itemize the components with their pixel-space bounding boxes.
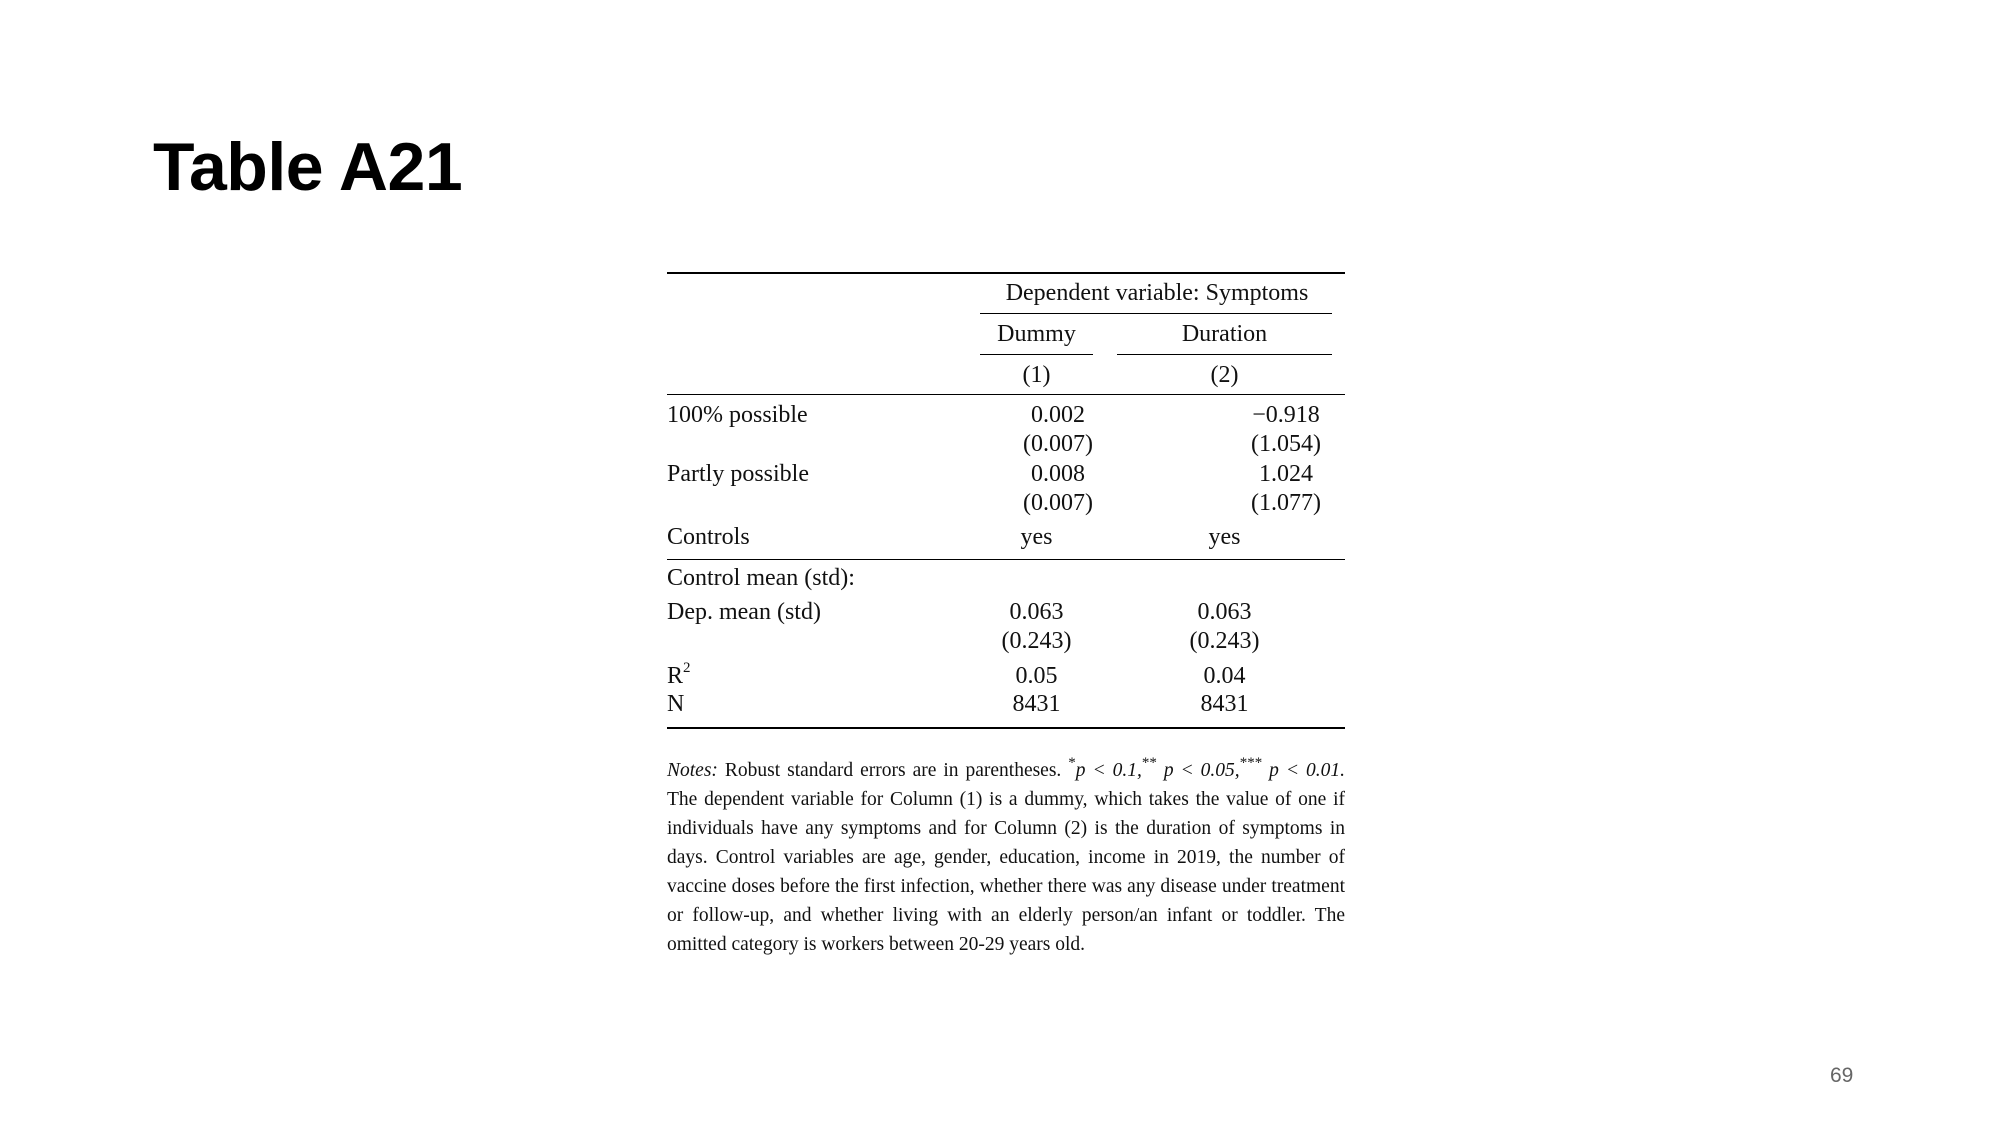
row-1-col-1-se: (0.007) [1023, 431, 1093, 457]
column-1-number: (1) [1022, 362, 1051, 388]
table-bottom-rule [667, 727, 1345, 729]
row-2-col-1-coef: 0.008 [1031, 461, 1085, 487]
row-2-col-1-se: (0.007) [1023, 490, 1093, 516]
row-1-col-1-coef: 0.002 [1031, 402, 1085, 428]
row-label-partly-possible: Partly possible [667, 461, 809, 487]
controls-label: Controls [667, 524, 750, 550]
controls-col-2: yes [1208, 524, 1241, 550]
row-2-col-2-coef: 1.024 [1259, 461, 1313, 487]
dep-mean-col-2: 0.063 [1197, 599, 1252, 625]
r-squared-superscript: 2 [683, 660, 691, 676]
notes-p-2: p < 0.05, [1156, 760, 1240, 781]
dependent-variable-rule [980, 313, 1332, 314]
notes-star-3: *** [1239, 754, 1263, 771]
row-label-100-possible: 100% possible [667, 402, 808, 428]
page-number: 69 [1830, 1064, 1854, 1087]
dep-mean-col-2-sd: (0.243) [1189, 628, 1260, 654]
n-label: N [667, 691, 685, 717]
dummy-column-rule [980, 354, 1093, 355]
notes-star-1: * [1068, 754, 1076, 771]
table-notes [667, 756, 1345, 959]
row-1-col-2-coef: −0.918 [1252, 402, 1320, 428]
controls-col-1: yes [1020, 524, 1053, 550]
notes-p-3: p < 0.01. [1262, 760, 1345, 781]
r-squared-letter: R [667, 663, 684, 689]
duration-column-header: Duration [1181, 321, 1268, 347]
table-top-rule [667, 272, 1345, 274]
r-squared-label [667, 661, 691, 691]
dep-mean-col-1: 0.063 [1009, 599, 1064, 625]
r-squared-col-1: 0.05 [1015, 663, 1058, 689]
notes-label: Notes: [667, 760, 718, 781]
slide-title: Table A21 [153, 129, 463, 205]
control-mean-label: Control mean (std): [667, 565, 855, 591]
n-col-2: 8431 [1200, 691, 1249, 717]
dependent-variable-header: Dependent variable: Symptoms [1005, 280, 1309, 306]
notes-p-1: p < 0.1, [1075, 760, 1142, 781]
dep-mean-col-1-sd: (0.243) [1001, 628, 1072, 654]
row-1-col-2-se: (1.054) [1251, 431, 1321, 457]
row-2-col-2-se: (1.077) [1251, 490, 1321, 516]
notes-star-2: ** [1141, 754, 1157, 771]
dummy-column-header: Dummy [997, 321, 1076, 347]
n-col-1: 8431 [1012, 691, 1061, 717]
notes-text-2: The dependent variable for Column (1) is a dummy, which takes the value of one if individuals have any symptoms and for Column (2) is the duration of symptoms in days. Control variables are age, gender, education, income in 2019, the number of vaccine doses before the first infection, whether there was any disease under treatment or follow-up, and whether living with an elderly person/an infant or toddler. The omitted category is workers between 20-29 years old. [667, 789, 1345, 955]
dep-mean-label: Dep. mean (std) [667, 599, 821, 625]
r-squared-col-2: 0.04 [1203, 663, 1246, 689]
header-bottom-rule [667, 394, 1345, 395]
column-2-number: (2) [1210, 362, 1239, 388]
notes-text-1: Robust standard errors are in parentheses. [717, 760, 1069, 781]
controls-bottom-rule [667, 559, 1345, 560]
duration-column-rule [1117, 354, 1332, 355]
